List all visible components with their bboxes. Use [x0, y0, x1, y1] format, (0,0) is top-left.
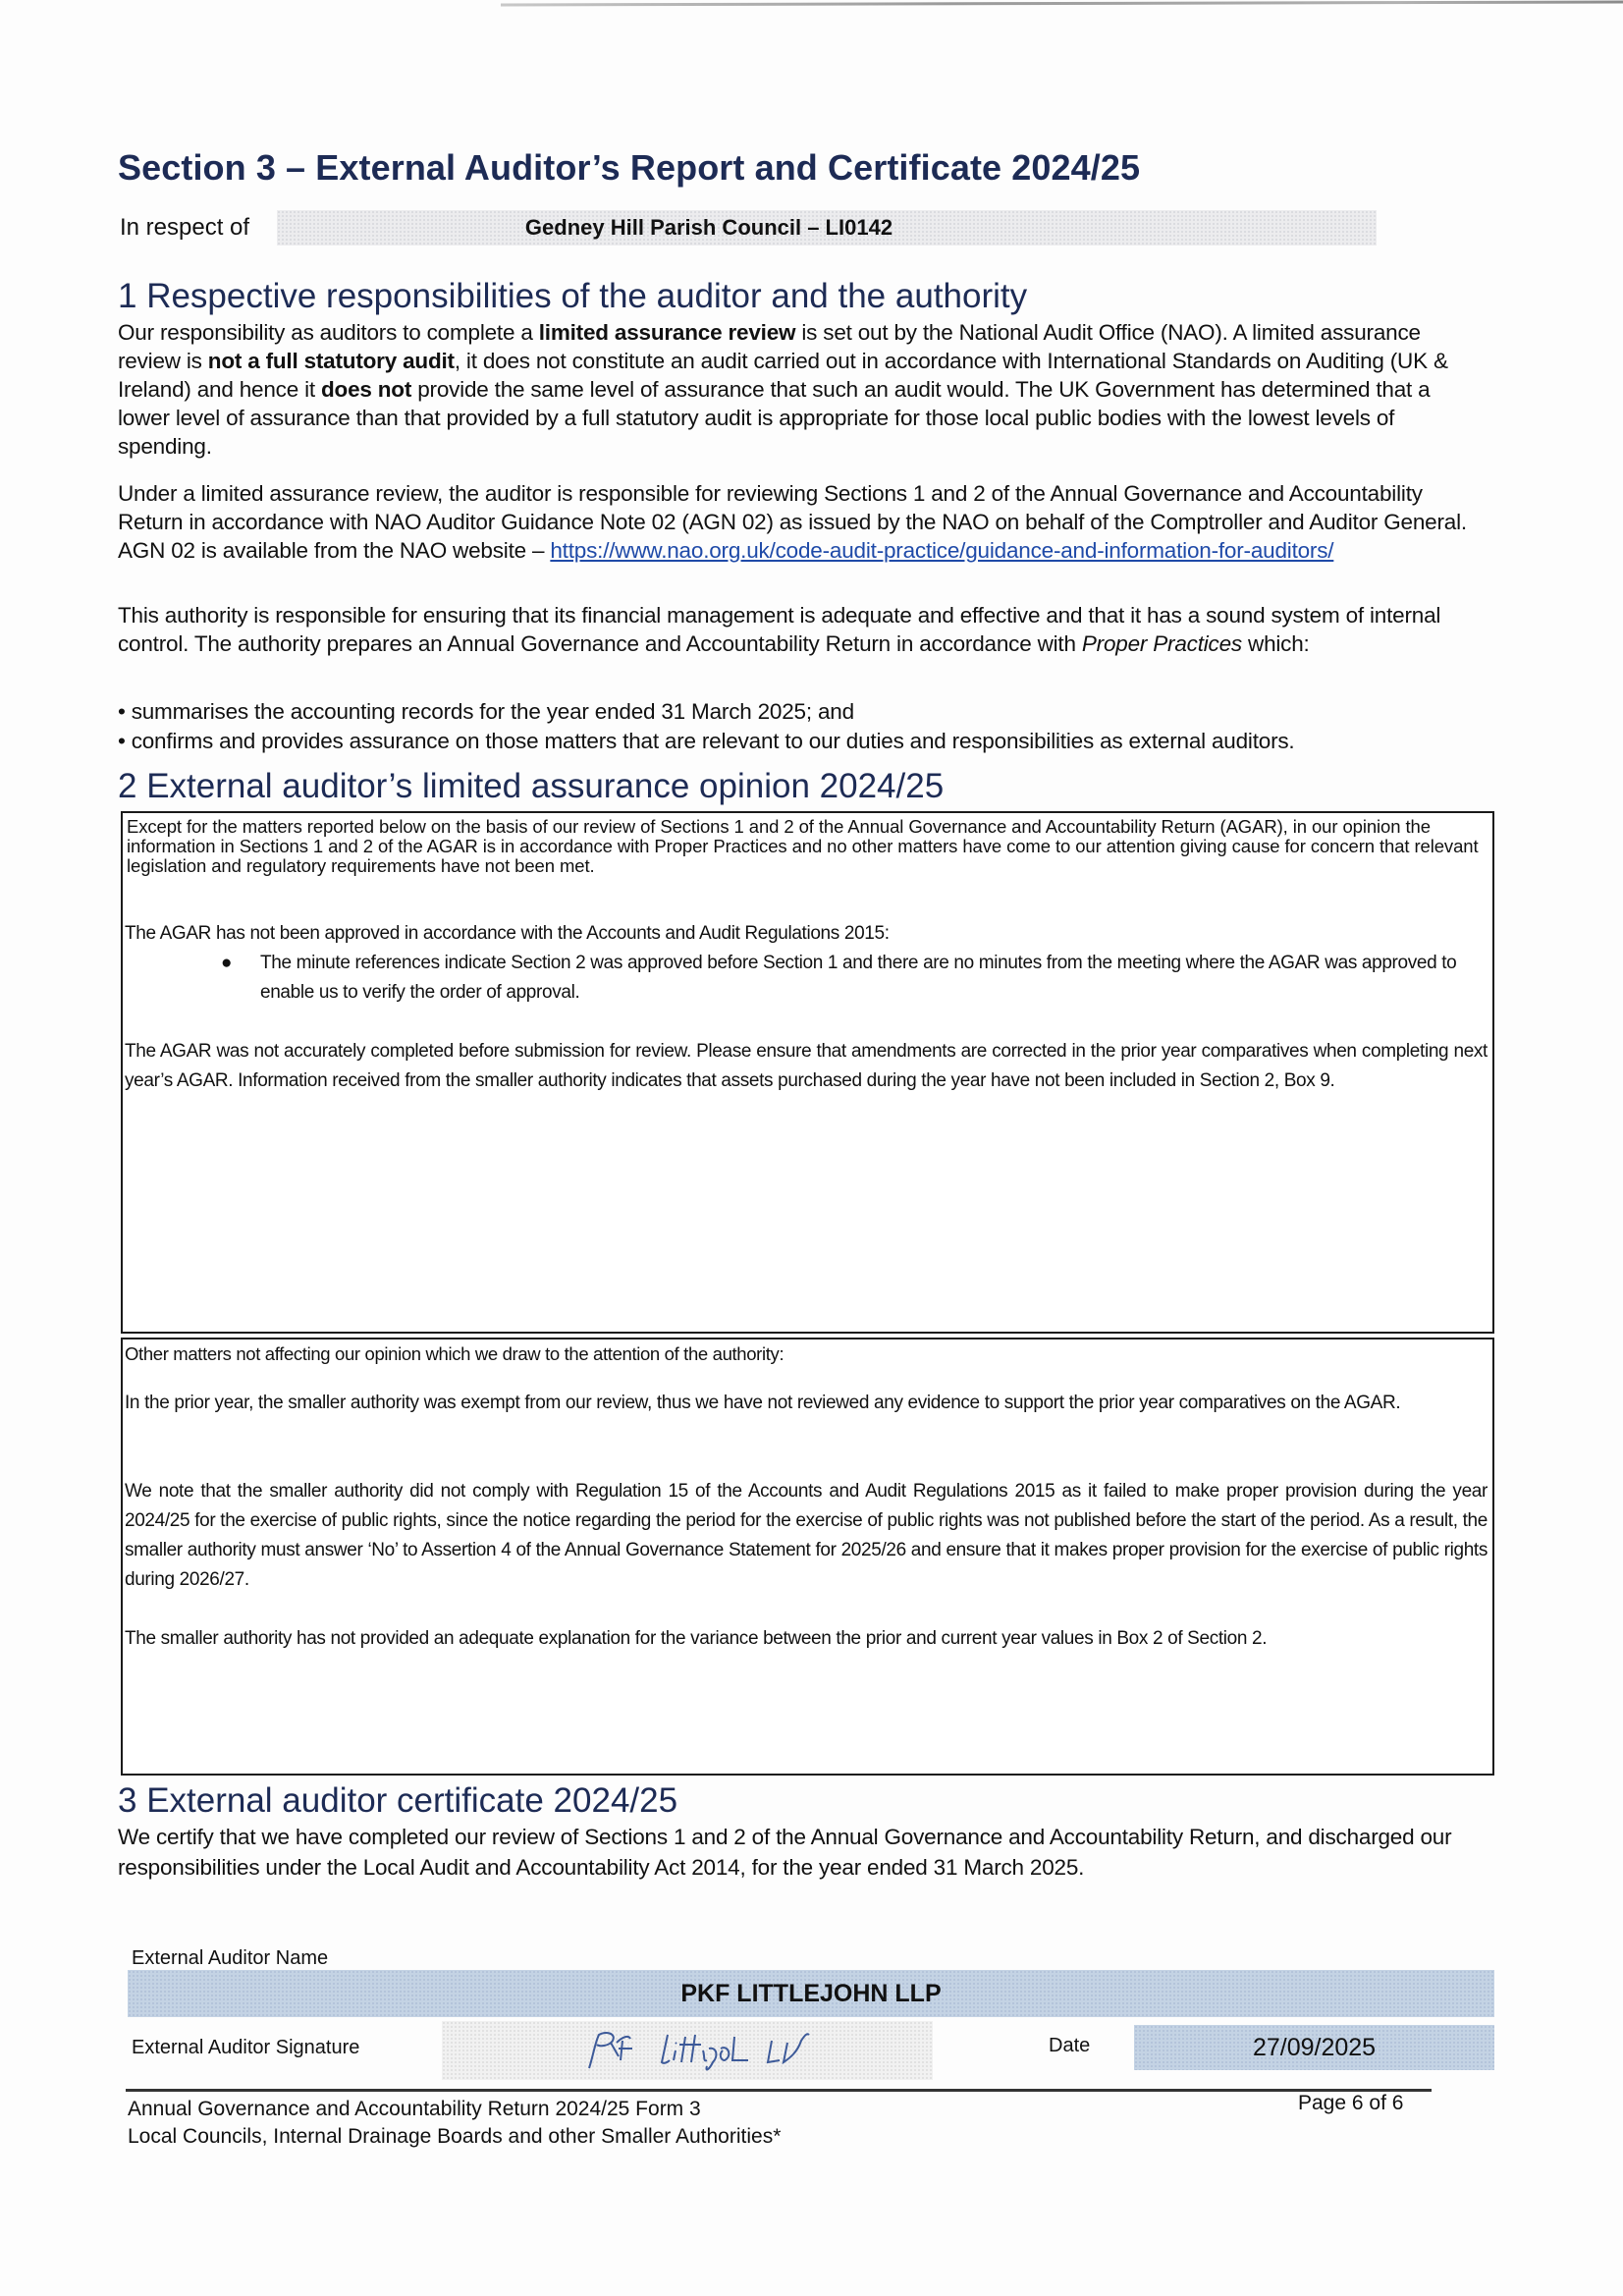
bullet-item: • confirms and provides assurance on those matters that are relevant to our duties and responsibilities as external auditors. [118, 727, 1512, 756]
handwritten-signature-icon [579, 2027, 913, 2076]
in-respect-of-label: In respect of [120, 214, 250, 241]
page-number: Page 6 of 6 [1298, 2092, 1404, 2114]
date-field: 27/09/2025 [1134, 2025, 1494, 2070]
section1-paragraph-1: Our responsibility as auditors to complete a limited assurance review is set out by the National Audit Office (NAO). A limited assurance review is not a full statutory audit, it does not constitute an audit carried out in accordance with International Standards on Auditing (UK & Ireland) and hence it does not provide the same level of assurance that such an audit would. The UK Government has determined that a lower level of assurance than that provided by a full statutory audit is appropriate for those local public bodies with the lowest levels of spending. [118, 320, 1448, 459]
other-matter-prior-year: In the prior year, the smaller authority was exempt from our review, thus we have not reviewed any evidence to support the prior year comparatives on the AGAR. [125, 1393, 1401, 1413]
bullet-dot-icon: ● [221, 953, 233, 973]
auditor-name-label: External Auditor Name [132, 1947, 329, 1969]
other-matter-regulation-15: We note that the smaller authority did not comply with Regulation 15 of the Accounts and Audit Regulations 2015 as it failed to make proper provision during the year 2024/25 for the exercise of public rights, since the notice regarding the period for the exercise of public rights was not published before the start of the period. As a result, the smaller authority must answer ‘No’ to Assertion 4 of the Annual Governance Statement for 2025/26 and ensure that it makes proper provision for the exercise of public rights during 2026/27. [125, 1481, 1488, 1590]
section1-heading: 1 Respective responsibilities of the auditor and the authority [118, 277, 1028, 315]
footer-form-subtitle: Local Councils, Internal Drainage Boards and other Smaller Authorities* [128, 2125, 782, 2148]
matter-approval: The AGAR has not been approved in accordance with the Accounts and Audit Regulations 2015: [125, 923, 890, 944]
auditor-signature-field [442, 2021, 933, 2080]
section1-paragraph-2: Under a limited assurance review, the auditor is responsible for reviewing Sections 1 and 2 of the Annual Governance and Accountability Return in accordance with NAO Auditor Guidance Note 02 (AGN 02) as issued by the NAO on behalf of the Comptroller and Auditor General. AGN 02 is available from the NAO website – https://www.nao.org.uk/code-audit-practice/guidance-and-information-for-auditors/ [118, 481, 1467, 563]
nao-website-link[interactable]: https://www.nao.org.uk/code-audit-practice/guidance-and-information-for-auditors/ [550, 538, 1334, 563]
auditor-signature-label: External Auditor Signature [132, 2037, 360, 2058]
matter-accuracy: The AGAR was not accurately completed before submission for review. Please ensure that amendments are corrected in the prior year comparatives when completing next year’s AGAR. Information received from the smaller authority indicates that assets purchased during the year have not been included in Section 2, Box 9. [125, 1041, 1488, 1091]
authority-name: Gedney Hill Parish Council – LI0142 [524, 215, 893, 240]
footer-divider [126, 2089, 1432, 2092]
other-matters-intro: Other matters not affecting our opinion which we draw to the attention of the authority: [125, 1343, 784, 1364]
responsibility-bullets [118, 697, 1512, 756]
bullet-item: • summarises the accounting records for the year ended 31 March 2025; and [118, 697, 1512, 727]
page-title: Section 3 – External Auditor’s Report and Certificate 2024/25 [118, 147, 1141, 188]
section3-heading: 3 External auditor certificate 2024/25 [118, 1781, 678, 1820]
authority-row [120, 210, 1386, 246]
matter-approval-bullet: ● The minute references indicate Section 2 was approved before Section 1 and there are no minutes from the meeting where the AGAR was approved to enable us to verify the order of approval. [260, 949, 1486, 1008]
other-matter-variance: The smaller authority has not provided an adequate explanation for the variance between the prior and current year values in Box 2 of Section 2. [125, 1628, 1268, 1649]
section1-paragraph-3: This authority is responsible for ensuring that its financial management is adequate and effective and that it has a sound system of internal control. The authority prepares an Annual Governance and Accountability Return in accordance with Proper Practices which: [118, 603, 1441, 656]
date-label: Date [1049, 2035, 1091, 2056]
opinion-box [121, 811, 1494, 1334]
section2-heading: 2 External auditor’s limited assurance opinion 2024/25 [118, 767, 945, 805]
certificate-text: We certify that we have completed our review of Sections 1 and 2 of the Annual Governance and Accountability Return, and discharged our responsibilities under the Local Audit and Accountability Act 2014, for the year ended 31 March 2025. [118, 1825, 1452, 1880]
auditor-name-field: PKF LITTLEJOHN LLP [128, 1970, 1494, 2017]
opinion-intro: Except for the matters reported below on the basis of our review of Sections 1 and 2 of the Annual Governance and Accountability Return (AGAR), in our opinion the information in Sections 1 and 2 of the AGAR is in accordance with Proper Practices and no other matters have come to our attention giving cause for concern that relevant legislation and regulatory requirements have not been met. [127, 816, 1479, 876]
footer-form-info [128, 2096, 781, 2151]
authority-name-field [277, 210, 1377, 246]
footer-form-title: Annual Governance and Accountability Return 2024/25 Form 3 [128, 2098, 701, 2120]
other-matters-box [121, 1338, 1494, 1776]
